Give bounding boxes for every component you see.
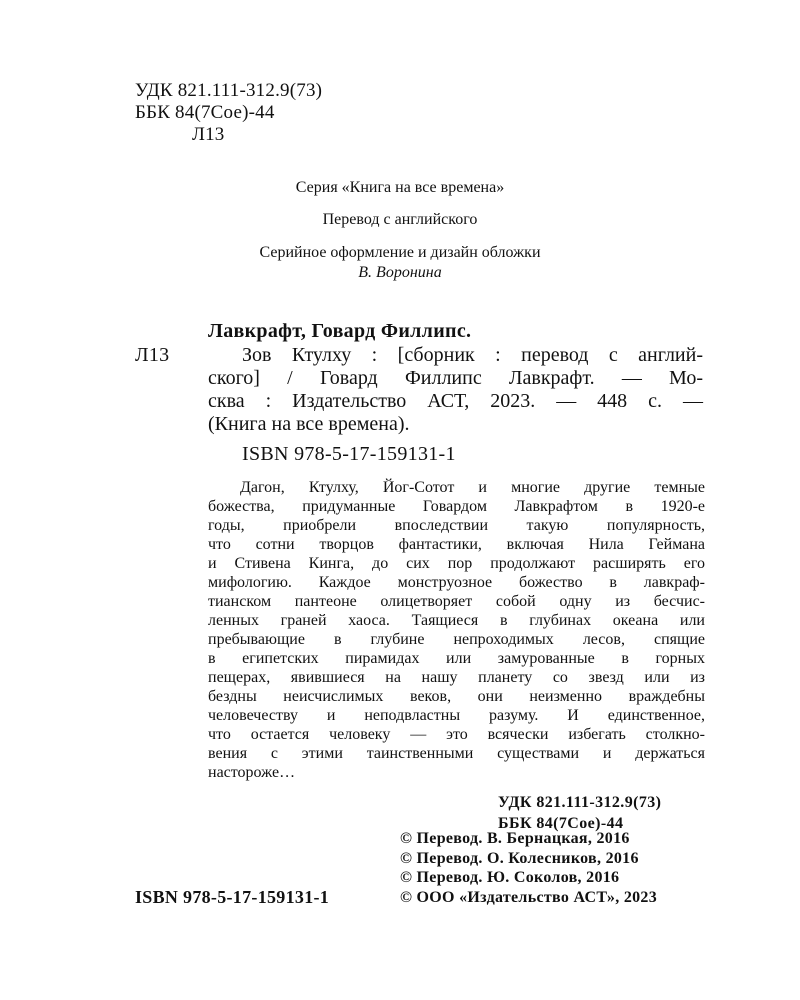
- copyright-line: © Перевод. В. Бернацкая, 2016: [400, 830, 630, 847]
- entry-author: Лавкрафт, Говард Филлипс.: [208, 320, 472, 342]
- designer-name: В. Воронина: [358, 264, 442, 281]
- annotation-line: мифологию. Каждое монструозное божество в лавкраф-: [208, 574, 705, 591]
- entry-author-mark: Л13: [135, 344, 170, 366]
- annotation-line: настороже…: [208, 764, 296, 781]
- bottom-isbn: ISBN 978-5-17-159131-1: [135, 887, 330, 907]
- copyright-line: © ООО «Издательство АСТ», 2023: [400, 889, 658, 906]
- annotation-line: пещерах, явившиеся на нашу планету со звезд или из: [208, 669, 705, 686]
- annotation-line: пребывающие в глубине непроходимых лесов, спящие: [208, 631, 705, 648]
- udk-code: УДК 821.111-312.9(73): [135, 80, 323, 101]
- annotation-line: божества, придуманные Говардом Лавкрафтом в 1920-е: [208, 498, 705, 515]
- annotation-line: вения с этими таинственными существами и держаться: [208, 745, 705, 762]
- bbk-code: ББК 84(7Сое)-44: [135, 102, 275, 123]
- copyright-line: © Перевод. О. Колесников, 2016: [400, 850, 639, 867]
- series-line: Серия «Книга на все времена»: [295, 179, 505, 196]
- author-mark: Л13: [192, 124, 225, 145]
- annotation-line: годы, приобрели впоследствии такую популярность,: [208, 517, 705, 534]
- annotation-line: человечеству и неподвластны разуму. И единственное,: [208, 707, 705, 724]
- bottom-bbk-code: ББК 84(7Сое)-44: [498, 815, 624, 832]
- annotation-line: Дагон, Ктулху, Йог-Сотот и многие другие темные: [240, 479, 705, 496]
- copyright-line: © Перевод. Ю. Соколов, 2016: [400, 869, 620, 886]
- bottom-udk-code: УДК 821.111-312.9(73): [498, 794, 662, 811]
- annotation-line: и Стивена Кинга, до сих пор продолжают расширять его: [208, 555, 705, 572]
- annotation-line: что остается человеку — это всячески избегать столкно-: [208, 726, 705, 743]
- annotation-line: бездны неисчислимых веков, они неизменно враждебны: [208, 688, 705, 705]
- translation-line: Перевод с английского: [322, 211, 478, 228]
- entry-isbn: ISBN 978-5-17-159131-1: [242, 443, 456, 465]
- entry-line: (Книга на все времена).: [208, 413, 410, 435]
- annotation-line: в египетских пирамидах или замурованные в горных: [208, 650, 705, 667]
- design-line: Серийное оформление и дизайн обложки: [259, 244, 541, 261]
- annotation-line: что сотни творцов фантастики, включая Нила Геймана: [208, 536, 705, 553]
- annotation-line: ленных граней хаоса. Таящиеся в глубинах океана или: [208, 612, 705, 629]
- entry-line: ского] / Говард Филлипс Лавкрафт. — Мо-: [208, 367, 703, 389]
- entry-line: Зов Ктулху : [сборник : перевод с англий-: [242, 344, 703, 366]
- entry-line: сква : Издательство АСТ, 2023. — 448 с. —: [208, 390, 703, 412]
- annotation-line: тианском пантеоне олицетворяет собой одну из бесчис-: [208, 593, 705, 610]
